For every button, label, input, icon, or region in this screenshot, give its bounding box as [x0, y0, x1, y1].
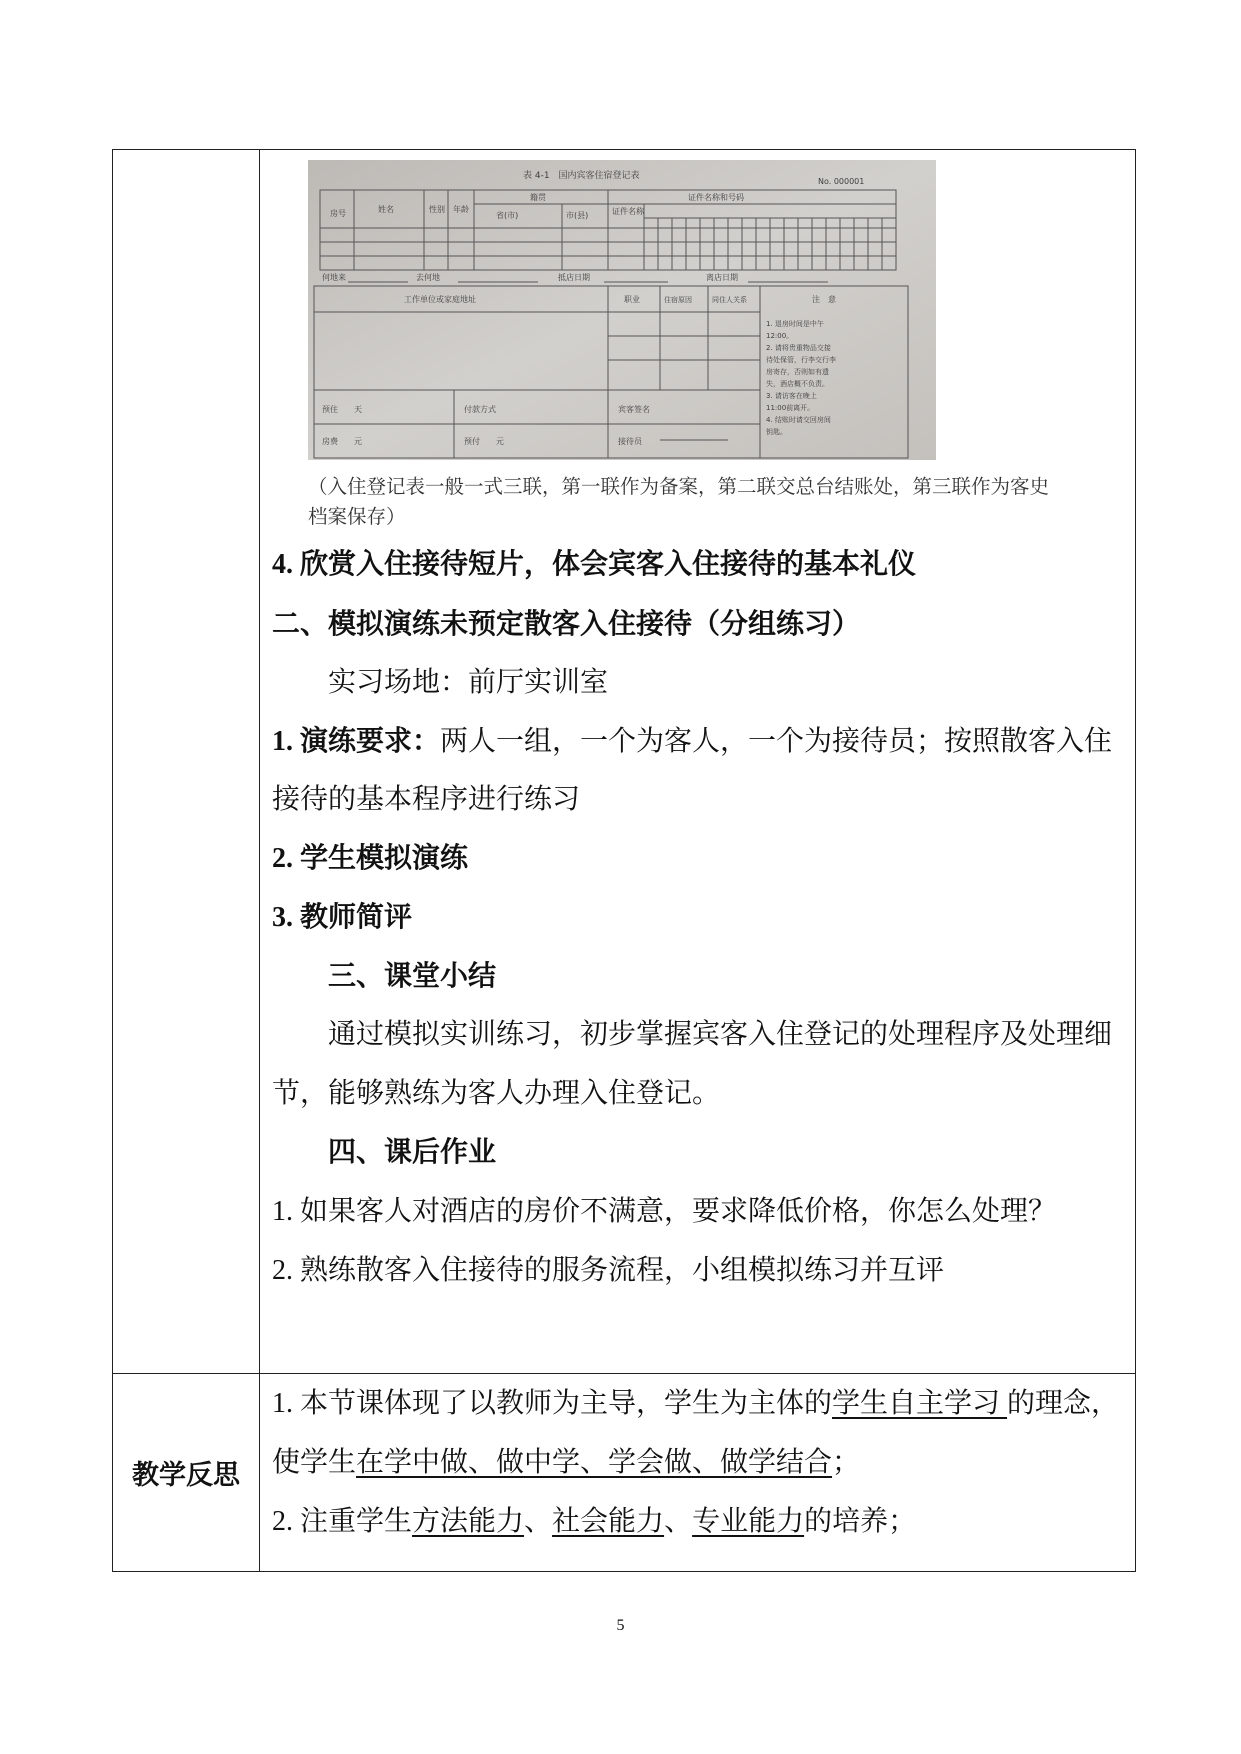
form-reason: 住宿原因	[664, 296, 692, 304]
form-header-age: 年龄	[453, 205, 469, 214]
form-caption	[308, 473, 1128, 533]
drill-requirement-label: 1. 演练要求：	[272, 726, 441, 757]
reflection-social-ability: 社会能力	[552, 1506, 665, 1537]
svg-text:1. 退房时间是中午: 1. 退房时间是中午	[766, 320, 824, 328]
form-stay: 预住 天	[322, 405, 362, 414]
form-address: 工作单位或家庭地址	[404, 295, 476, 304]
svg-text:2. 请将贵重物品交接: 2. 请将贵重物品交接	[766, 344, 831, 352]
reflection-line3-end: 的培养；	[804, 1506, 917, 1537]
form-header-name: 姓名	[378, 205, 394, 214]
reflection-line3	[272, 1505, 916, 1539]
reflection-professional-ability: 专业能力	[692, 1506, 805, 1537]
drill-requirement	[272, 725, 1112, 759]
registration-form-drawing	[308, 160, 936, 460]
reflection-cell	[260, 1374, 1136, 1572]
form-header-id-name: 证件名称	[612, 207, 644, 216]
form-title: 表 4-1 国内宾客住宿登记表	[523, 171, 640, 181]
left-column-cell	[113, 150, 260, 1374]
reflection-line2-end: ；	[832, 1447, 861, 1478]
reflection-label: 教学反思	[113, 1374, 260, 1572]
form-header-sex: 性别	[429, 205, 445, 214]
form-guest-sign: 宾客签名	[618, 405, 650, 414]
form-receptionist: 接待员	[618, 437, 642, 446]
form-from-where: 何地来	[322, 273, 346, 282]
summary-line2: 节，能够熟练为客人办理入住登记。	[272, 1078, 721, 1109]
svg-text:4. 结账时请交回房间: 4. 结账时请交回房间	[766, 416, 831, 424]
homework-2: 2. 熟练散客入住接待的服务流程，小组模拟练习并互评	[272, 1255, 945, 1286]
section-3-title: 三、课堂小结	[328, 961, 497, 992]
form-header-province: 省(市)	[496, 211, 519, 220]
summary-line1: 通过模拟实训练习，初步掌握宾客入住登记的处理程序及处理细	[328, 1019, 1113, 1050]
section-2-title: 二、模拟演练未预定散客入住接待（分组练习）	[272, 609, 861, 640]
section-4-title: 四、课后作业	[328, 1137, 497, 1168]
svg-text:3. 请访客在晚上: 3. 请访客在晚上	[766, 392, 817, 400]
step-2: 2. 学生模拟演练	[272, 843, 469, 874]
svg-text:12:00。: 12:00。	[766, 332, 794, 340]
form-job: 职业	[624, 295, 640, 304]
svg-text:房寄存，否则如有遗: 房寄存，否则如有遗	[766, 368, 829, 376]
reflection-sep1: 、	[524, 1506, 553, 1537]
form-serial: No. 000001	[818, 177, 865, 186]
form-header-id-group: 证件名称和号码	[688, 193, 744, 202]
form-checkout-date: 离店日期	[706, 273, 738, 282]
reflection-line3-text: 2. 注重学生	[272, 1506, 413, 1537]
form-relation: 同住人关系	[712, 296, 747, 304]
form-header-origin: 籍贯	[530, 193, 546, 202]
reflection-line1-text: 1. 本节课体现了以教师为主导，学生为主体的	[272, 1388, 833, 1419]
form-pay-method: 付款方式	[464, 405, 496, 414]
form-header-room: 房号	[330, 209, 346, 218]
form-header-city: 市(县)	[566, 211, 589, 220]
svg-text:待处保管，行李交行李: 待处保管，行李交行李	[766, 356, 836, 364]
content-cell	[260, 150, 1136, 1374]
reflection-line2	[272, 1446, 860, 1480]
form-fee: 房费 元	[322, 437, 362, 446]
reflection-line1-end: 的理念，	[1007, 1388, 1120, 1419]
homework-1: 1. 如果客人对酒店的房价不满意，要求降低价格，你怎么处理？	[272, 1196, 1057, 1227]
form-to-where: 去何地	[416, 273, 440, 282]
svg-text:失，酒店概不负责。: 失，酒店概不负责。	[766, 380, 829, 388]
drill-requirement-cont: 接待的基本程序进行练习	[272, 784, 581, 815]
svg-text:11:00前离开。: 11:00前离开。	[766, 404, 815, 412]
reflection-line2-underlined: 在学中做、做中学、学会做、做学结合	[356, 1447, 833, 1478]
page-number: 5	[616, 1617, 625, 1634]
reflection-line1-underlined: 学生自主学习	[832, 1388, 1008, 1419]
reflection-sep2: 、	[664, 1506, 693, 1537]
reflection-line1	[272, 1387, 1119, 1421]
section-appreciate: 4. 欣赏入住接待短片，体会宾客入住接待的基本礼仪	[272, 549, 917, 580]
form-caption-line1: （入住登记表一般一式三联，第一联作为备案，第二联交总台结账处，第三联作为客史	[308, 477, 1050, 498]
step-3: 3. 教师简评	[272, 902, 413, 933]
drill-requirement-text: 两人一组，一个为客人，一个为接待员；按照散客入住	[440, 726, 1113, 757]
form-checkin-date: 抵店日期	[558, 273, 590, 282]
registration-form-photo	[308, 160, 936, 460]
form-notes-title: 注 意	[812, 295, 836, 304]
practice-location: 实习场地：前厅实训室	[328, 667, 609, 698]
svg-text:钥匙。: 钥匙。	[766, 428, 787, 436]
lesson-plan-table	[112, 149, 1136, 1572]
form-prepay: 预付 元	[464, 437, 504, 446]
reflection-method-ability: 方法能力	[412, 1506, 525, 1537]
reflection-line2-text: 使学生	[272, 1447, 357, 1478]
form-caption-line2: 档案保存）	[308, 507, 406, 528]
